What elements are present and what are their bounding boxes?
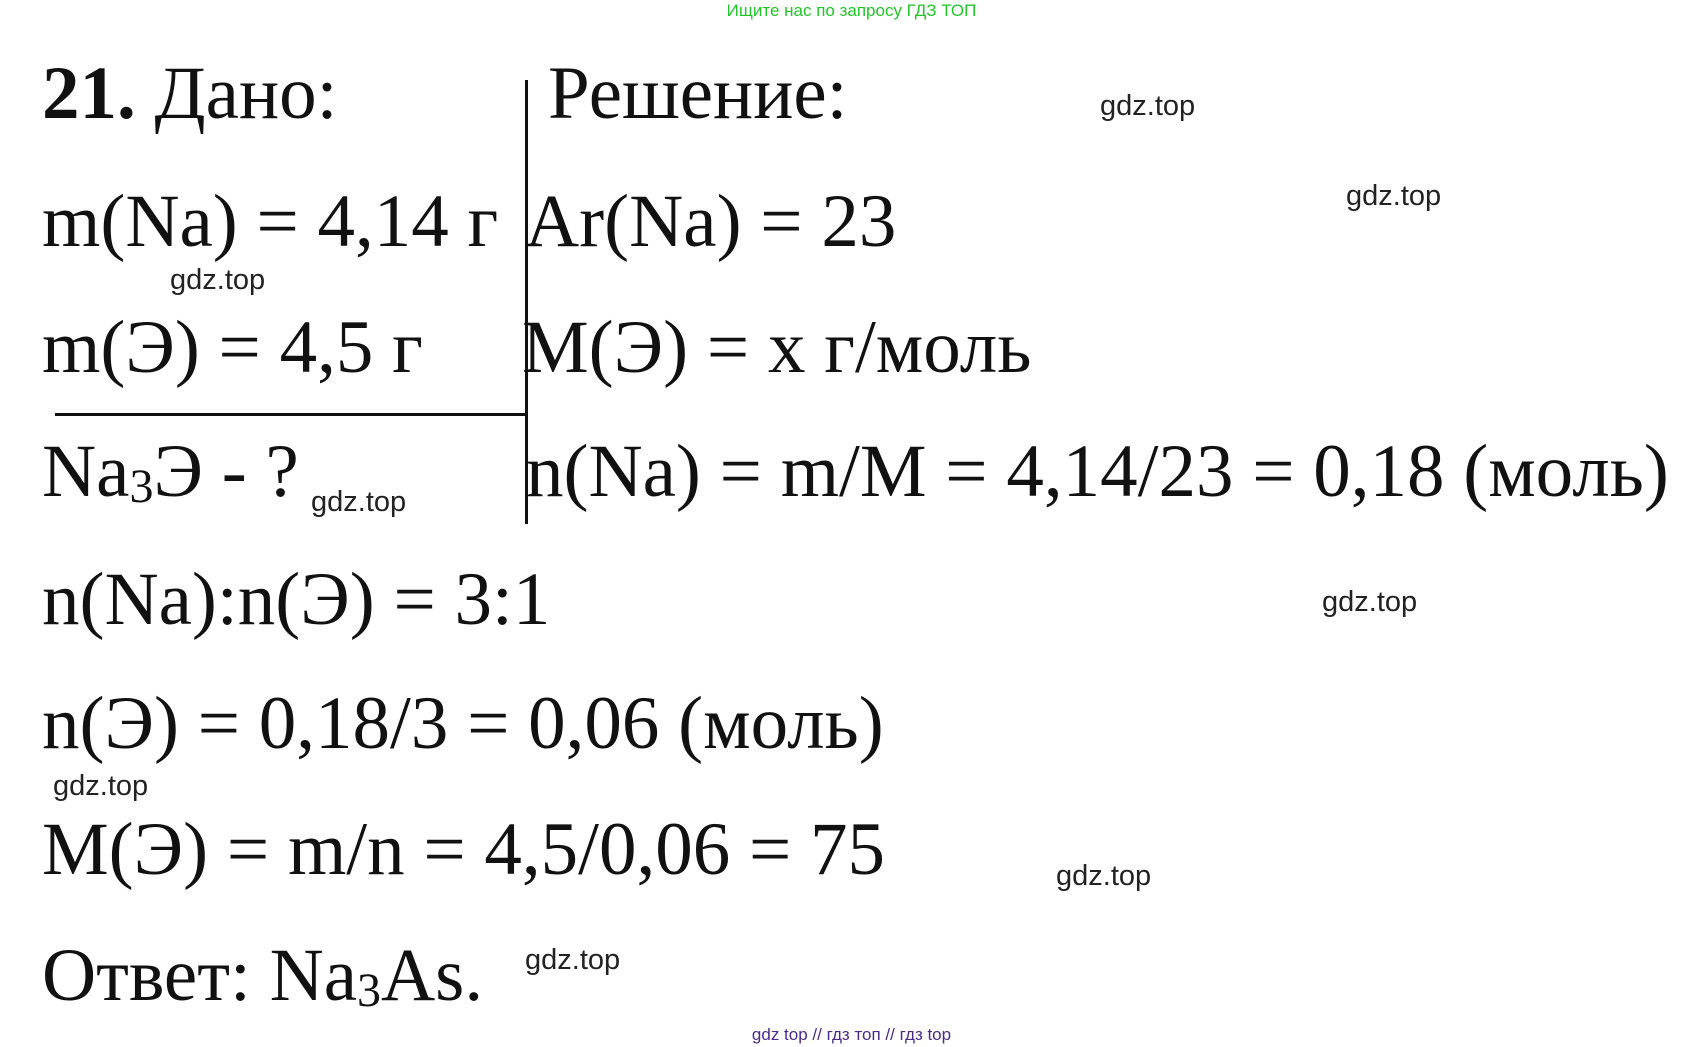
answer-suffix: As. <box>381 934 484 1017</box>
find-formula-sub: 3 <box>129 460 154 513</box>
given-mass-na: m(Na) = 4,14 г <box>42 180 499 263</box>
watermark: gdz.top <box>1056 860 1152 892</box>
problem-number: 21. <box>42 52 136 135</box>
answer <box>42 936 483 1031</box>
footer-watermark: gdz top // гдз топ // гдз top <box>751 1025 952 1044</box>
solution-molar-e: M(Э) = x г/моль <box>522 306 1032 389</box>
watermark: gdz.top <box>1346 180 1442 212</box>
solution-ratio: n(Na):n(Э) = 3:1 <box>42 558 551 641</box>
problem-heading <box>42 54 337 134</box>
horizontal-divider <box>55 413 527 416</box>
solution-m-e: M(Э) = m/n = 4,5/0,06 = 75 <box>42 808 886 891</box>
solution-n-na: n(Na) = m/M = 4,14/23 = 0,18 (моль) <box>526 430 1669 513</box>
watermark: gdz.top <box>1322 586 1418 618</box>
watermark: gdz.top <box>170 264 266 296</box>
solution-n-e: n(Э) = 0,18/3 = 0,06 (моль) <box>42 682 884 765</box>
solution-ar-na: Ar(Na) = 23 <box>525 180 897 263</box>
solution-label: Решение: <box>548 52 848 135</box>
watermark: gdz.top <box>53 770 149 802</box>
find-formula <box>42 432 299 527</box>
watermark: gdz.top <box>525 944 621 976</box>
watermark: gdz.top <box>1100 90 1196 122</box>
answer-sub: 3 <box>357 964 382 1017</box>
top-banner: Ищите нас по запросу ГДЗ ТОП <box>726 1 977 20</box>
find-formula-pre: Na <box>42 430 130 513</box>
answer-prefix: Ответ: Na <box>42 934 358 1017</box>
given-mass-e: m(Э) = 4,5 г <box>42 306 423 389</box>
find-formula-post: Э - ? <box>153 430 299 513</box>
given-label: Дано: <box>135 52 338 135</box>
watermark: gdz.top <box>311 486 407 518</box>
